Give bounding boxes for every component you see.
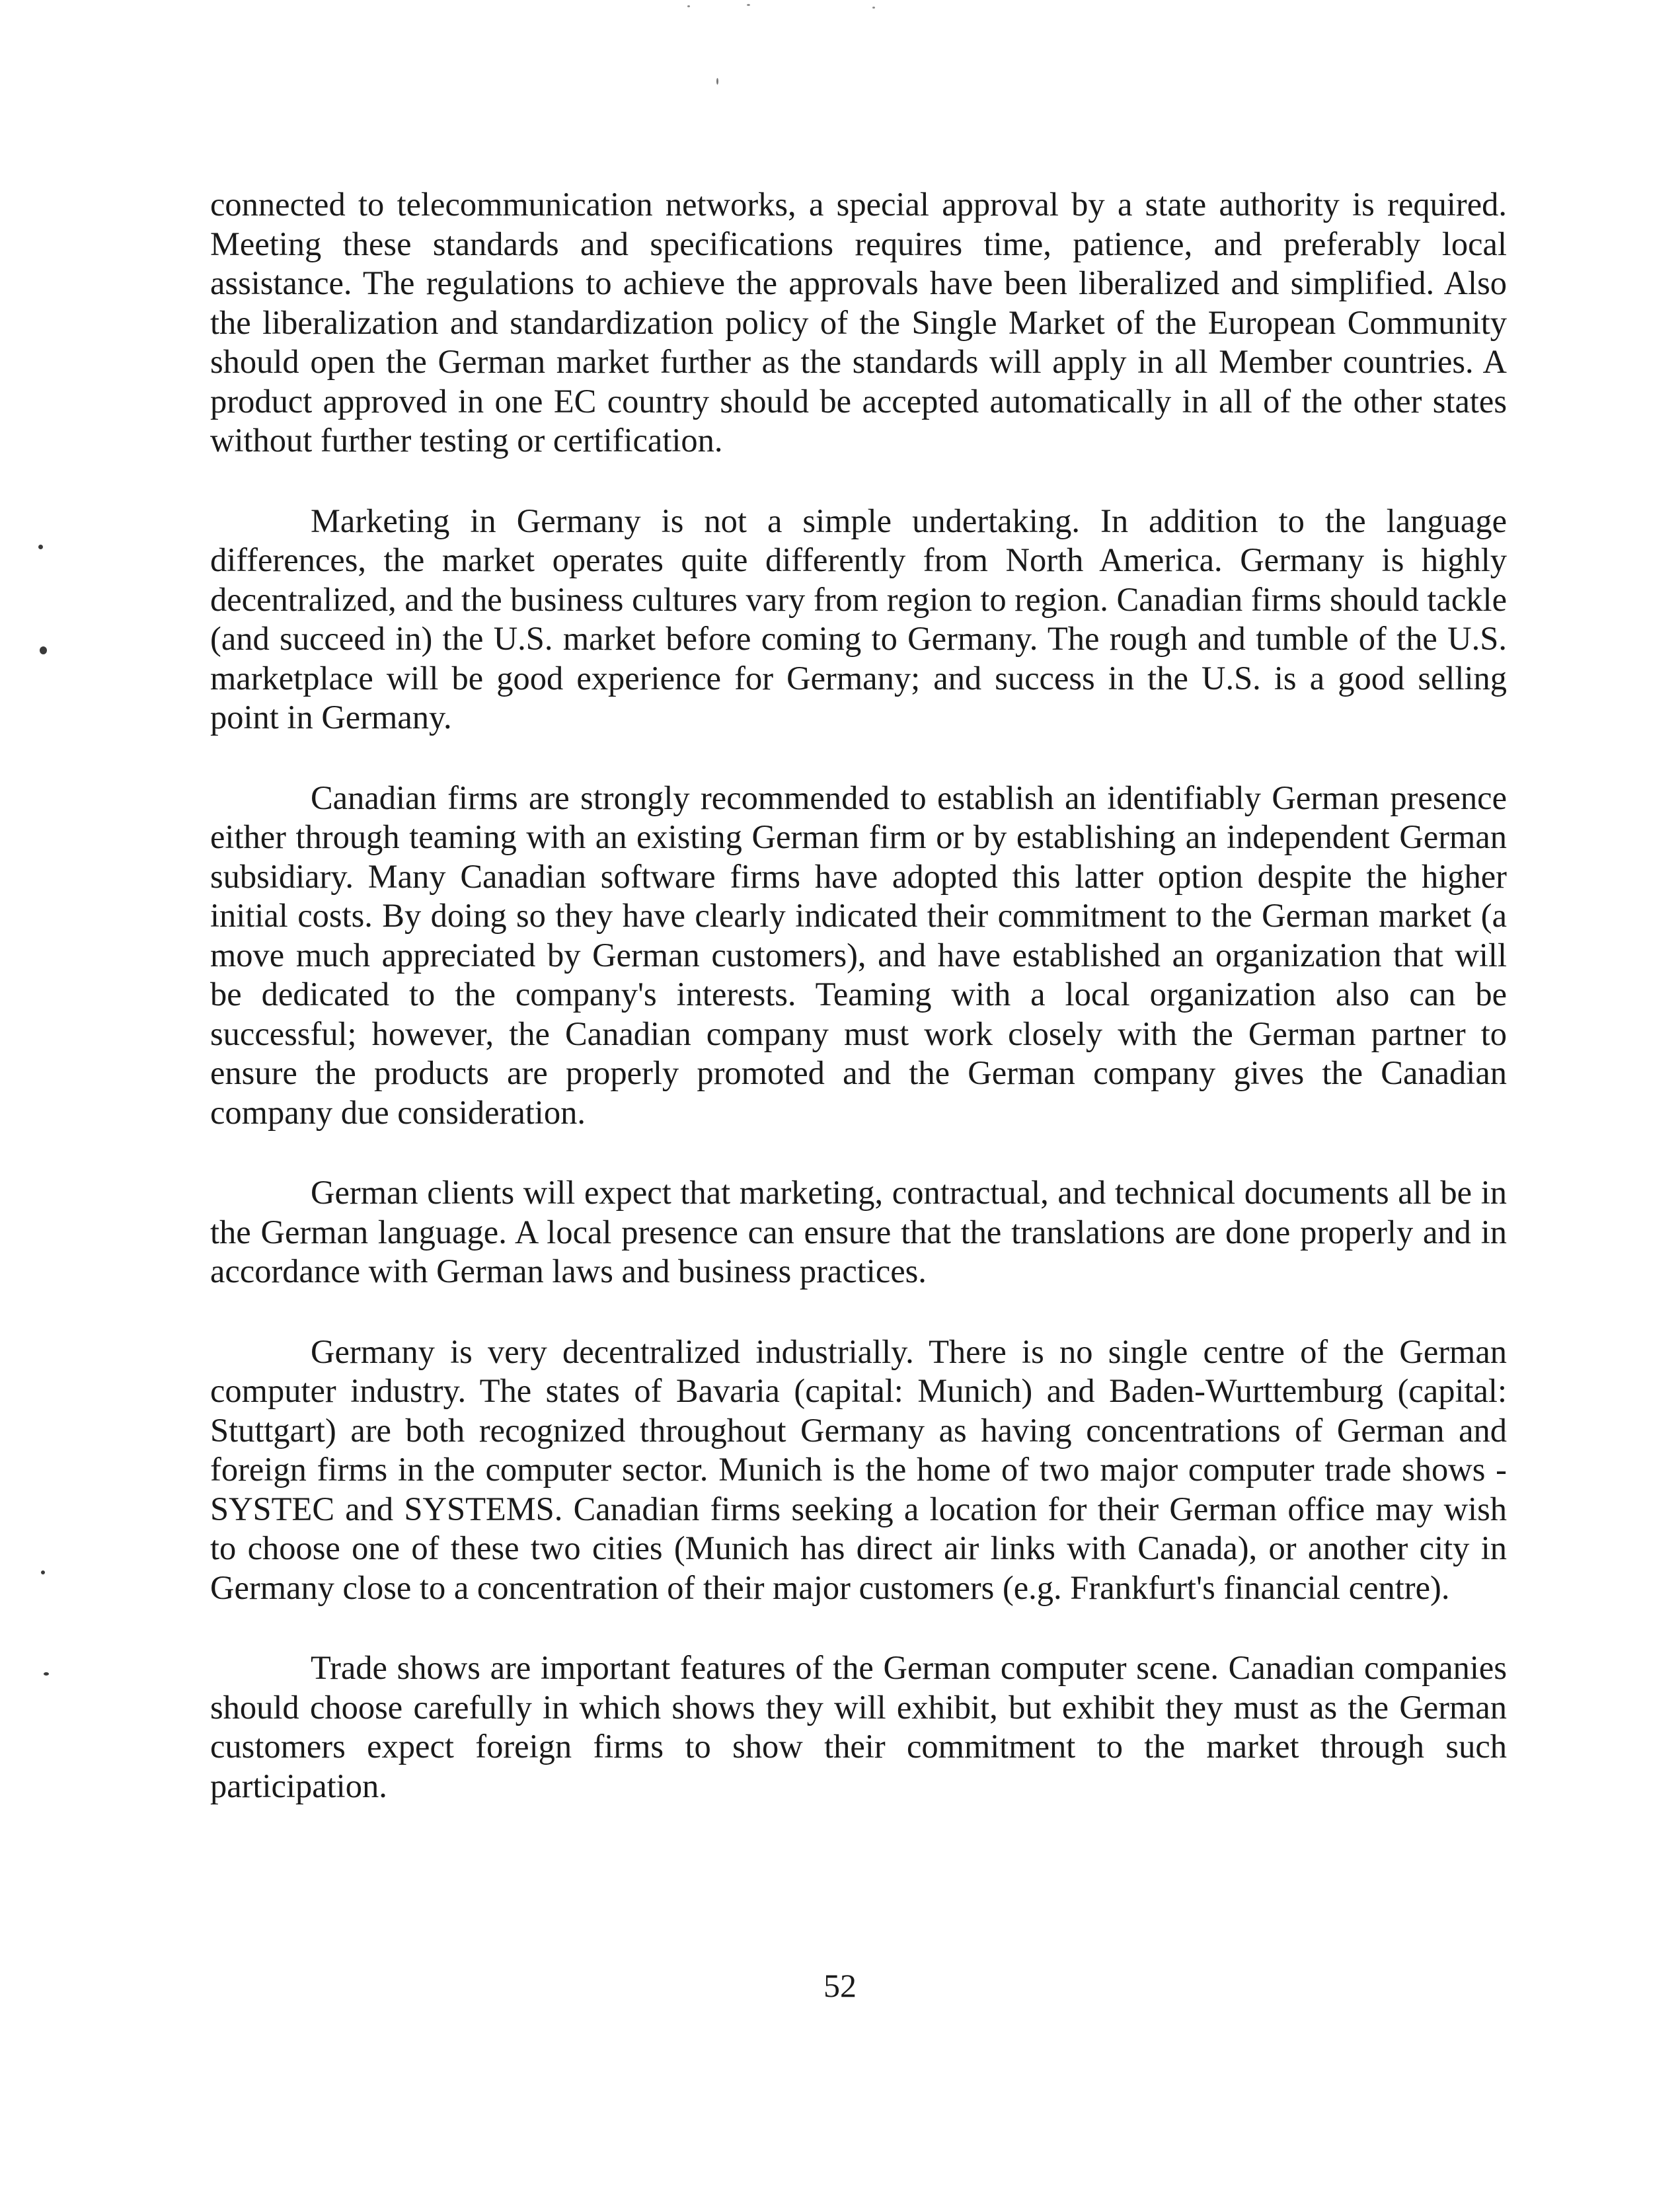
scan-speck xyxy=(40,646,47,654)
scan-speck xyxy=(716,78,718,85)
paragraph-decentralized-industry: Germany is very decentralized industrially. There is no single centre of the German computer industry. The states of Bavaria (capital: Munich) and Baden-Wurttemburg (capital: Stuttgart) are both recognized throughout Germany as having concentrations of German and foreign firms in the computer sector. Munich is the home of two major computer trade shows - SYSTEC and SYSTEMS. Canadian firms seeking a location for their German office may wish to choose one of these two cities (Munich has direct air links with Canada), or another city in Germany close to a concentration of their major customers (e.g. Frankfurt's financial centre). xyxy=(210,1333,1507,1606)
scan-speck xyxy=(38,545,43,549)
paragraph-german-presence: Canadian firms are strongly recommended to establish an identifiably German presence either through teaming with an existing German firm or by establishing an independent German subsidiary. Many Canadian software firms have adopted this latter option despite the higher initial costs. By doing so they have clearly indicated their commitment to the German market (a move much appreciated by German customers), and have established an organization that will be dedicated to the company's interests. Teaming with a local organization also can be successful; however, the Canadian company must work closely with the German partner to ensure the products are properly promoted and the German company gives the Canadian company due consideration. xyxy=(210,779,1507,1131)
paragraph-marketing-in-germany: Marketing in Germany is not a simple undertaking. In addition to the language differences, the market operates quite differently from North America. Germany is highly decentralized, and the business cultures vary from region to region. Canadian firms should tackle (and succeed in) the U.S. market before coming to Germany. The rough and tumble of the U.S. marketplace will be good experience for Germany; and success in the U.S. is a good selling point in Germany. xyxy=(210,502,1507,736)
scan-speck xyxy=(687,5,690,7)
paragraph-german-language: German clients will expect that marketing, contractual, and technical documents all be in the German language. A local presence can ensure that the translations are done properly and in accordance with German laws and business practices. xyxy=(210,1174,1507,1290)
scan-speck xyxy=(41,1570,45,1574)
scan-speck xyxy=(872,7,875,9)
scan-speck xyxy=(44,1672,49,1676)
body-text xyxy=(210,185,1507,1847)
scan-speck xyxy=(747,4,750,6)
paragraph-telecom-approval: connected to telecommunication networks, a special approval by a state authority is required. Meeting these standards and specifications requires time, patience, and preferably local assistance. The regulations to achieve the approvals have been liberalized and simplified. Also the liberalization and standardization policy of the Single Market of the European Community should open the German market further as the standards will apply in all Member countries. A product approved in one EC country should be accepted automatically in all of the other states without further testing or certification. xyxy=(210,186,1507,459)
paragraph-trade-shows: Trade shows are important features of the German computer scene. Canadian companies should choose carefully in which shows they will exhibit, but exhibit they must as the German customers expect foreign firms to show their commitment to the market through such participation. xyxy=(210,1649,1507,1804)
page-number: 52 xyxy=(823,1967,857,2004)
